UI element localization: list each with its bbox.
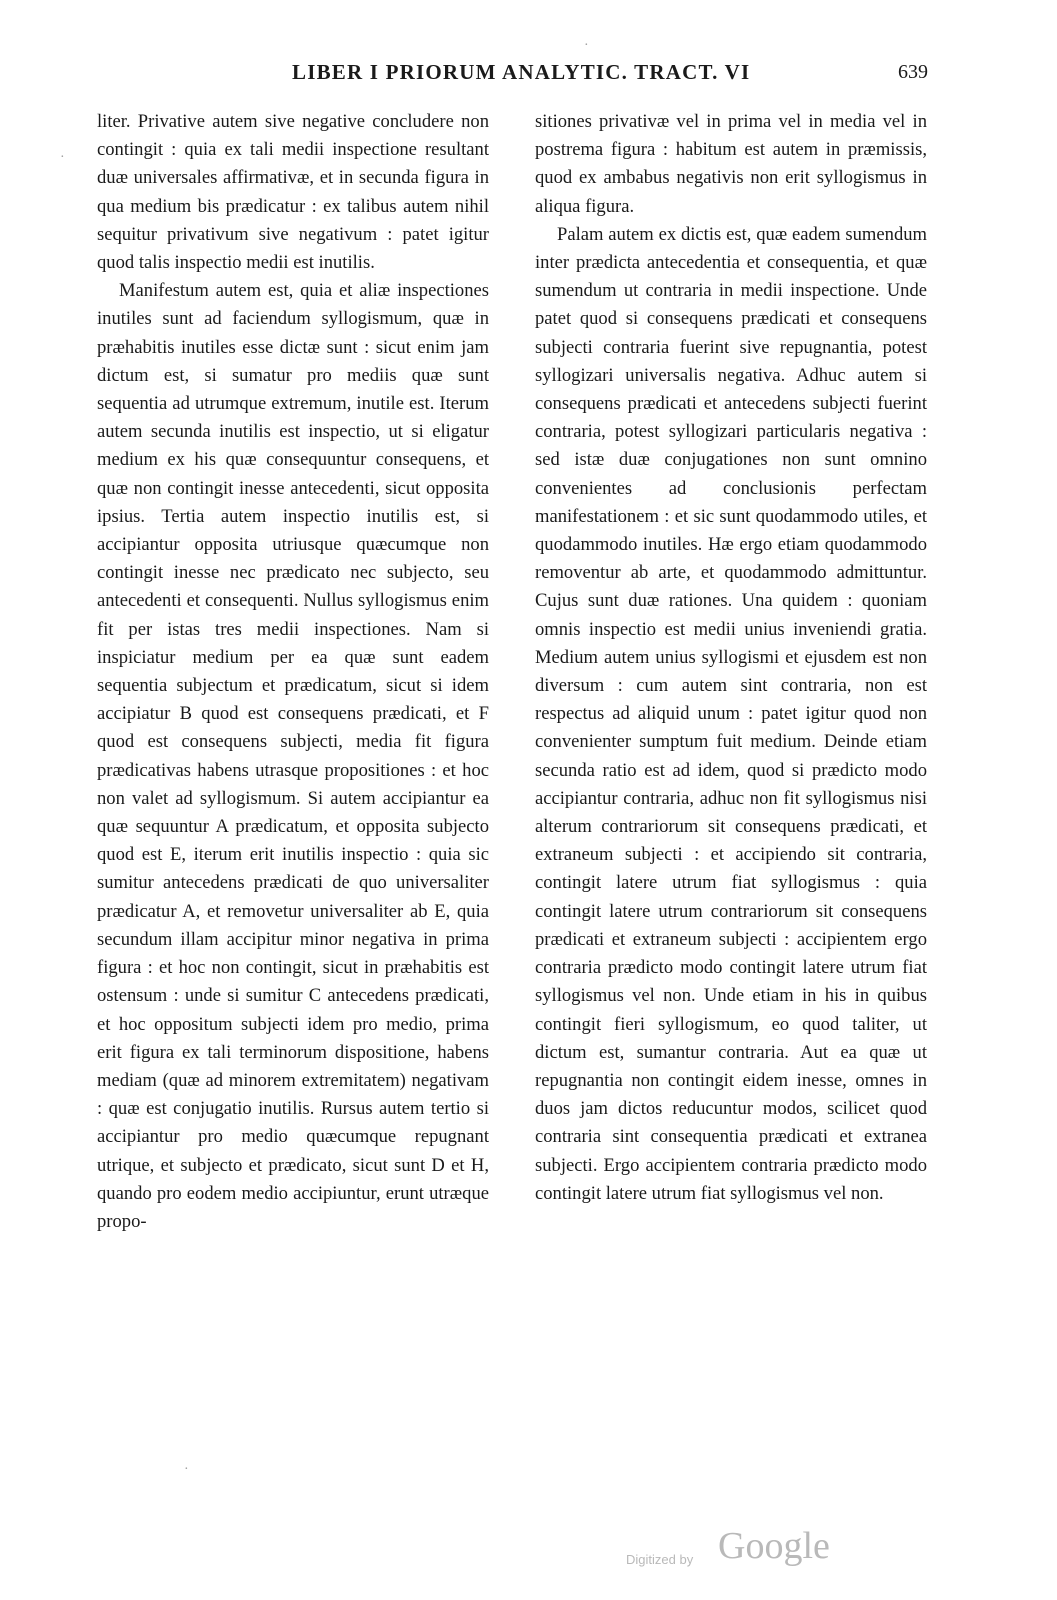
running-header: [0, 58, 1057, 92]
digitization-watermark: [626, 1524, 856, 1574]
print-speck: ·: [584, 38, 589, 53]
google-logo: Google: [718, 1525, 830, 1567]
paragraph: liter. Privative autem sive negative concludere non contingit : quia ex tali medii inspectione resultant duæ universales affirmativæ, et in secunda figura in qua medium bis prædicatur : ex talibus autem nihil sequitur privativum sive negativum : patet igitur quod talis inspectio medii est inutilis.: [97, 111, 489, 274]
paragraph: sitiones privativæ vel in prima vel in media vel in postrema figura : habitum est autem in præmissis, quod ex ambabus negativis non erit syllogismus in aliqua figura.: [535, 111, 927, 217]
running-title: LIBER I PRIORUM ANALYTIC. TRACT. VI: [292, 60, 751, 84]
paragraph: Palam autem ex dictis est, quæ eadem sumendum inter prædicta antecedentia et consequentia, et quæ sumendum ut contraria in medii inspectione. Unde patet quod si consequens prædicati et consequens subjecti contraria fuerint sive repugnantia, potest syllogizari universalis negativa. Adhuc autem si consequens prædicati et antecedens subjecti fuerint contraria, potest syllogizari particularis negativa : sed istæ duæ conjugationes non sunt omnino convenientes ad conclusionis perfectam manifestationem : et sic sunt quodammodo utiles, et quodammodo inutiles. Hæ ergo etiam quodammodo removentur ab arte, et quodammodo admittuntur. Cujus sunt duæ rationes. Una quidem : quoniam omnis inspectio est medii unius inveniendi gratia. Medium autem unius syllogismi et ejusdem est non diversum : cum autem sint contraria, non est respectus ad aliquid unum : patet igitur quod non convenienter sumptum fuit medium. Deinde etiam secunda ratio est ad idem, quod si prædicto modo accipiantur contraria, adhuc non fit syllogismus nisi alterum contrariorum sit consequens prædicati, et extraneum subjecti : et accipiendo sit contraria, contingit latere utrum fiat syllogismus : quia contingit latere utrum contrariorum sit consequens prædicati et extraneum subjecti : accipientem ergo contraria prædicto modo contingit latere utrum fiat syllogismus vel non. Unde etiam in his in quibus contingit fieri syllogismum, eo quod taliter, ut dictum est, sumantur contraria. Aut ea quæ ut repugnantia non contingit eidem inesse, omnes in duos jam dictos reducuntur modos, scilicet quod contraria sint consequentia prædicati et extranea subjecti. Ergo accipientem contraria prædicto modo contingit latere utrum fiat syllogismus vel non.: [535, 223, 927, 1204]
left-column: [97, 108, 489, 1236]
paragraph: Manifestum autem est, quia et aliæ inspectiones inutiles sunt ad faciendum syllogismum, quæ in præhabitis inutiles esse dictæ sunt : sicut enim jam dictum est, si sumatur pro mediis quæ sunt sequentia ad utrumque extremum, inutile est. Iterum autem secunda inutilis est inspectio, ut si eligatur medium ex his quæ consequuntur consequens, et quæ non contingit inesse antecedenti, sicut opposita ipsius. Tertia autem inspectio inutilis est, si accipiantur opposita utriusque quæcumque non contingit inesse nec prædicato nec subjecto, seu antecedenti et consequenti. Nullus syllogismus enim fit per istas tres medii inspectiones. Nam si inspiciatur medium per ea quæ sunt eadem sequentia subjectum et prædicatum, sicut si idem accipiatur B quod est consequens prædicati, et F quod est consequens subjecti, media fit figura prædicativas habens utrasque propositiones : et hoc non valet ad syllogismum. Si autem accipiantur ea quæ sequuntur A prædicatum, et opposita subjecto quod est E, iterum erit inutilis inspectio : quia sic sumitur antecedens prædicati de quo universaliter prædicatur A, et removetur universaliter ab E, quia secundum illam accipitur minor negativa in prima figura : et hoc non contingit, sicut in præhabitis est ostensum : unde si sumitur C antecedens prædicati, et hoc oppositum subjecti idem pro medio, prima erit figura ex tali terminorum dispositione, habens mediam (quæ ad minorem extremitatem) negativam : quæ est conjugatio inutilis. Rursus autem tertio si accipiantur pro medio quæcumque repugnant utrique, et subjecto et prædicato, sicut sunt D et H, quando pro eodem medio accipiuntur, erunt utræque propo-: [97, 280, 489, 1232]
print-speck: ·: [184, 1462, 189, 1477]
right-column: [535, 108, 927, 1208]
print-speck: ·: [60, 150, 65, 165]
page-number: 639: [898, 61, 928, 83]
digitized-label: Digitized by: [626, 1552, 694, 1567]
